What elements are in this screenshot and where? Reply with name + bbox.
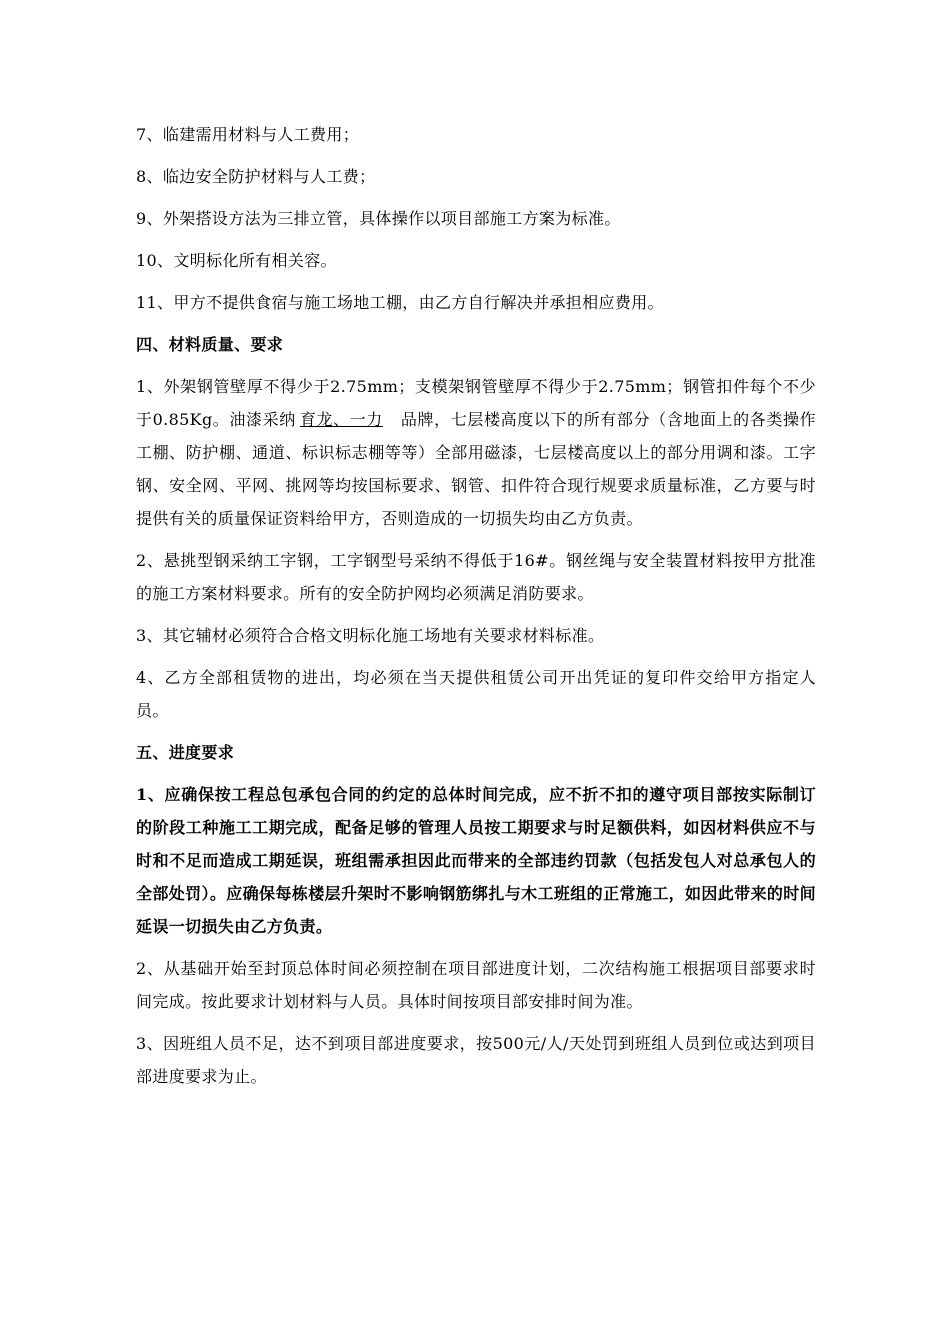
section-4-paragraph-1	[136, 370, 816, 535]
item-9: 9、外架搭设方法为三排立管，具体操作以项目部施工方案为标准。	[136, 209, 621, 228]
document-page	[136, 118, 816, 1102]
section-5-heading: 五、进度要求	[136, 743, 235, 762]
section-5-paragraph-3: 3、因班组人员不足，达不到项目部进度要求，按500元/人/天处罚到班组人员到位或达到项目部进度要求为止。	[136, 1034, 816, 1086]
item-7: 7、临建需用材料与人工费用；	[136, 125, 360, 144]
section-4-heading: 四、材料质量、要求	[136, 335, 284, 354]
item-8: 8、临边安全防护材料与人工费；	[136, 167, 376, 186]
section-4-paragraph-4: 4、乙方全部租赁物的进出，均必须在当天提供租赁公司开出凭证的复印件交给甲方指定人员。	[136, 668, 816, 720]
paint-brand-name: 育龙、一力	[299, 410, 383, 429]
section-4-paragraph-2: 2、悬挑型钢采纳工字钢，工字钢型号采纳不得低于16#。钢丝绳与安全装置材料按甲方批准的施工方案材料要求。所有的安全防护网均必须满足消防要求。	[136, 551, 816, 603]
section-4-p1-text-b: 品牌，七层楼高度以下的所有部分（含地面上的各类操作工棚、防护棚、通道、标识标志棚等等）全部用磁漆，七层楼高度以上的部分用调和漆。工字钢、安全网、平网、挑网等均按国标要求、钢管、扣件符合现行规要求质量标准，乙方要与时提供有关的质量保证资料给甲方，否则造成的一切损失均由乙方负责。	[136, 410, 816, 528]
section-5-paragraph-1: 1、应确保按工程总包承包合同的约定的总体时间完成，应不折不扣的遵守项目部按实际制订的阶段工种施工工期完成，配备足够的管理人员按工期要求与时足额供料，如因材料供应不与时和不足而造成工期延误，班组需承担因此而带来的全部违约罚款（包括发包人对总承包人的全部处罚）。应确保每栋楼层升架时不影响钢筋绑扎与木工班组的正常施工，如因此带来的时间延误一切损失由乙方负责。	[136, 785, 816, 936]
section-4-paragraph-3: 3、其它辅材必须符合合格文明标化施工场地有关要求材料标准。	[136, 626, 605, 645]
item-11: 11、甲方不提供食宿与施工场地工棚，由乙方自行解决并承担相应费用。	[136, 293, 664, 312]
item-10: 10、文明标化所有相关容。	[136, 251, 337, 270]
section-5-paragraph-2: 2、从基础开始至封顶总体时间必须控制在项目部进度计划，二次结构施工根据项目部要求时间完成。按此要求计划材料与人员。具体时间按项目部安排时间为准。	[136, 959, 816, 1011]
section-4-p1-text-a: 1、外架钢管壁厚不得少于2.75mm；支模架钢管壁厚不得少于2.75mm；钢管扣件每个不少于0.85Kg。油漆采纳	[136, 377, 816, 429]
